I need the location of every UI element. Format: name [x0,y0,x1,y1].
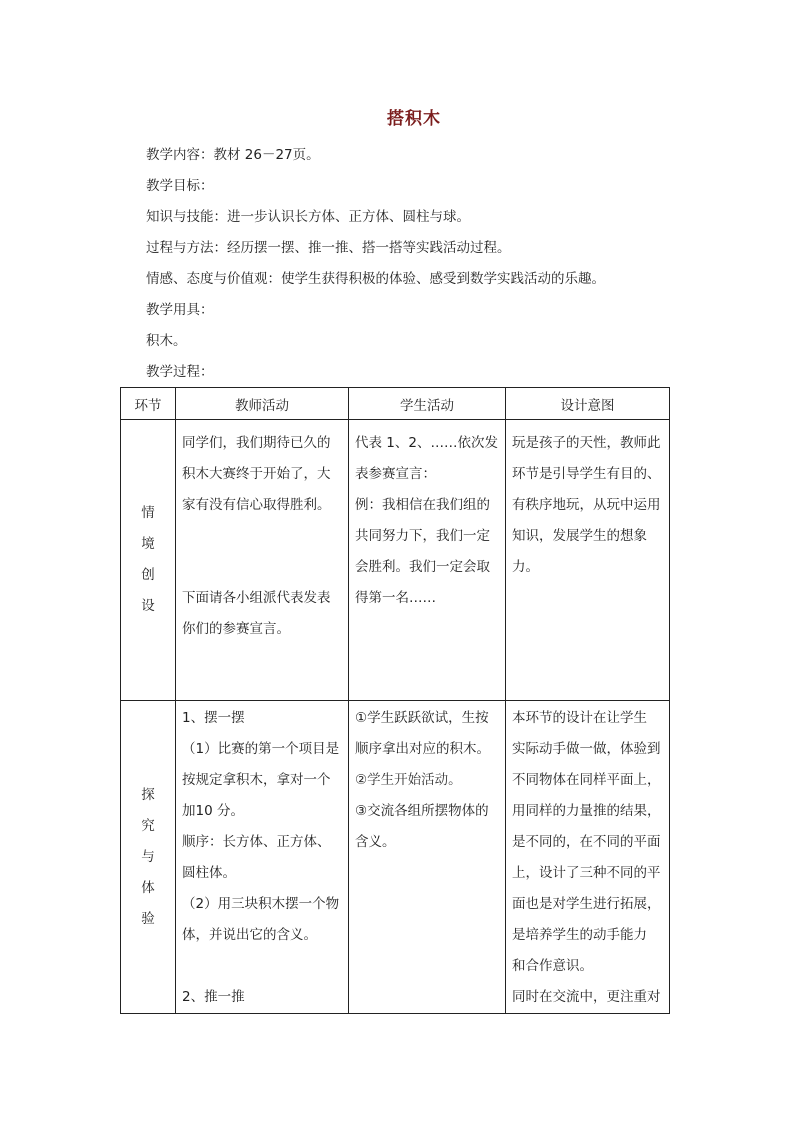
stage-char: 创 [141,567,155,583]
cell-line: 不同物体在同样平面上， [512,772,661,788]
lesson-table [120,387,670,1014]
cell-line: 体，并说出它的含义。 [182,927,317,943]
teacher-cell [176,701,349,1014]
cell-line: 例：我相信在我们组的 [355,497,490,513]
cell-line: 2、推一推 [182,989,245,1005]
stage-char: 情 [141,505,155,521]
cell-line: 按规定拿积木，拿对一个 [182,772,331,788]
cell-line: 实际动手做一做，体验到 [512,741,661,757]
blank-line [182,521,344,552]
stage-char: 设 [141,598,155,614]
table-row [121,420,670,701]
cell-line: 1、摆一摆 [182,710,245,726]
student-cell [349,420,506,701]
stage-char: 验 [141,910,155,927]
knowledge-line: 知识与技能：进一步认识长方体、正方体、圆柱与球。 [146,209,470,225]
content-line: 教学内容：教材 26－27页。 [146,147,320,163]
cell-line: ③交流各组所摆物体的 [355,803,489,819]
header-stage: 环节 [121,388,176,420]
cell-line: （2）用三块积木摆一个物 [182,896,340,912]
student-cell [349,701,506,1014]
process-line: 过程与方法：经历摆一摆、推一推、搭一搭等实践活动过程。 [146,240,511,256]
header-intent: 设计意图 [506,388,670,420]
tools-line: 积木。 [146,333,187,349]
blank-line [182,552,344,583]
procedure-heading: 教学过程： [146,364,214,380]
header-student: 学生活动 [349,388,506,420]
cell-line: 是不同的，在不同的平面 [512,834,661,850]
cell-line: 家有没有信心取得胜利。 [182,497,331,513]
cell-line: 共同努力下，我们一定 [355,528,490,544]
table-row [121,701,670,1014]
emotion-line: 情感、态度与价值观：使学生获得积极的体验、感受到数学实践活动的乐趣。 [146,271,605,287]
intent-cell [506,701,670,1014]
cell-line: 积木大赛终于开始了，大 [182,466,331,482]
stage-char: 与 [141,848,155,865]
cell-line: 顺序拿出对应的积木。 [355,741,490,757]
cell-line: 本环节的设计在让学生 [512,710,647,726]
cell-line: 加10 分。 [182,803,244,819]
cell-line: 用同样的力量推的结果， [512,803,661,819]
cell-line: 知识，发展学生的想象力。 [512,528,647,575]
cell-line: ②学生开始活动。 [355,765,501,796]
cell-line: 玩是孩子的天性，教师此 [512,435,661,451]
cell-line: 同时在交流中，更注重对 [512,989,661,1005]
stage-char: 体 [141,879,155,896]
teacher-cell [176,420,349,701]
cell-line: 含义。 [355,834,396,850]
cell-line: 顺序：长方体、正方体、 [182,834,331,850]
cell-line: 你们的参赛宣言。 [182,621,290,637]
stage-cell [121,420,176,701]
document-title: 搭积木 [387,109,441,129]
cell-line: 上，设计了三种不同的平 [512,865,661,881]
cell-line: 表参赛宣言： [355,466,436,482]
objective-heading: 教学目标： [146,178,214,194]
cell-line: ①学生跃跃欲试，生按 [355,710,489,726]
blank-line [182,951,344,982]
stage-char: 究 [141,817,155,834]
cell-line: 代表 1、2、……依次发 [355,435,498,451]
tools-heading: 教学用具： [146,302,214,318]
cell-line: 同学们，我们期待已久的 [182,435,331,451]
stage-char: 探 [141,786,155,803]
cell-line: 是培养学生的动手能力 [512,927,647,943]
header-teacher: 教师活动 [176,388,349,420]
stage-cell [121,701,176,1014]
cell-line: 得第一名…… [355,590,436,606]
table-header-row [121,388,670,420]
cell-line: 会胜利。我们一定会取 [355,559,490,575]
cell-line: 和合作意识。 [512,958,593,974]
cell-line: （1）比赛的第一个项目是 [182,741,340,757]
cell-line: 有秩序地玩，从玩中运用 [512,497,661,513]
cell-line: 面也是对学生进行拓展， [512,896,661,912]
cell-line: 下面请各小组派代表发表 [182,590,331,606]
intent-cell [506,420,670,701]
stage-char: 境 [141,536,155,552]
cell-line: 环节是引导学生有目的、 [512,466,661,482]
cell-line: 圆柱体。 [182,865,236,881]
